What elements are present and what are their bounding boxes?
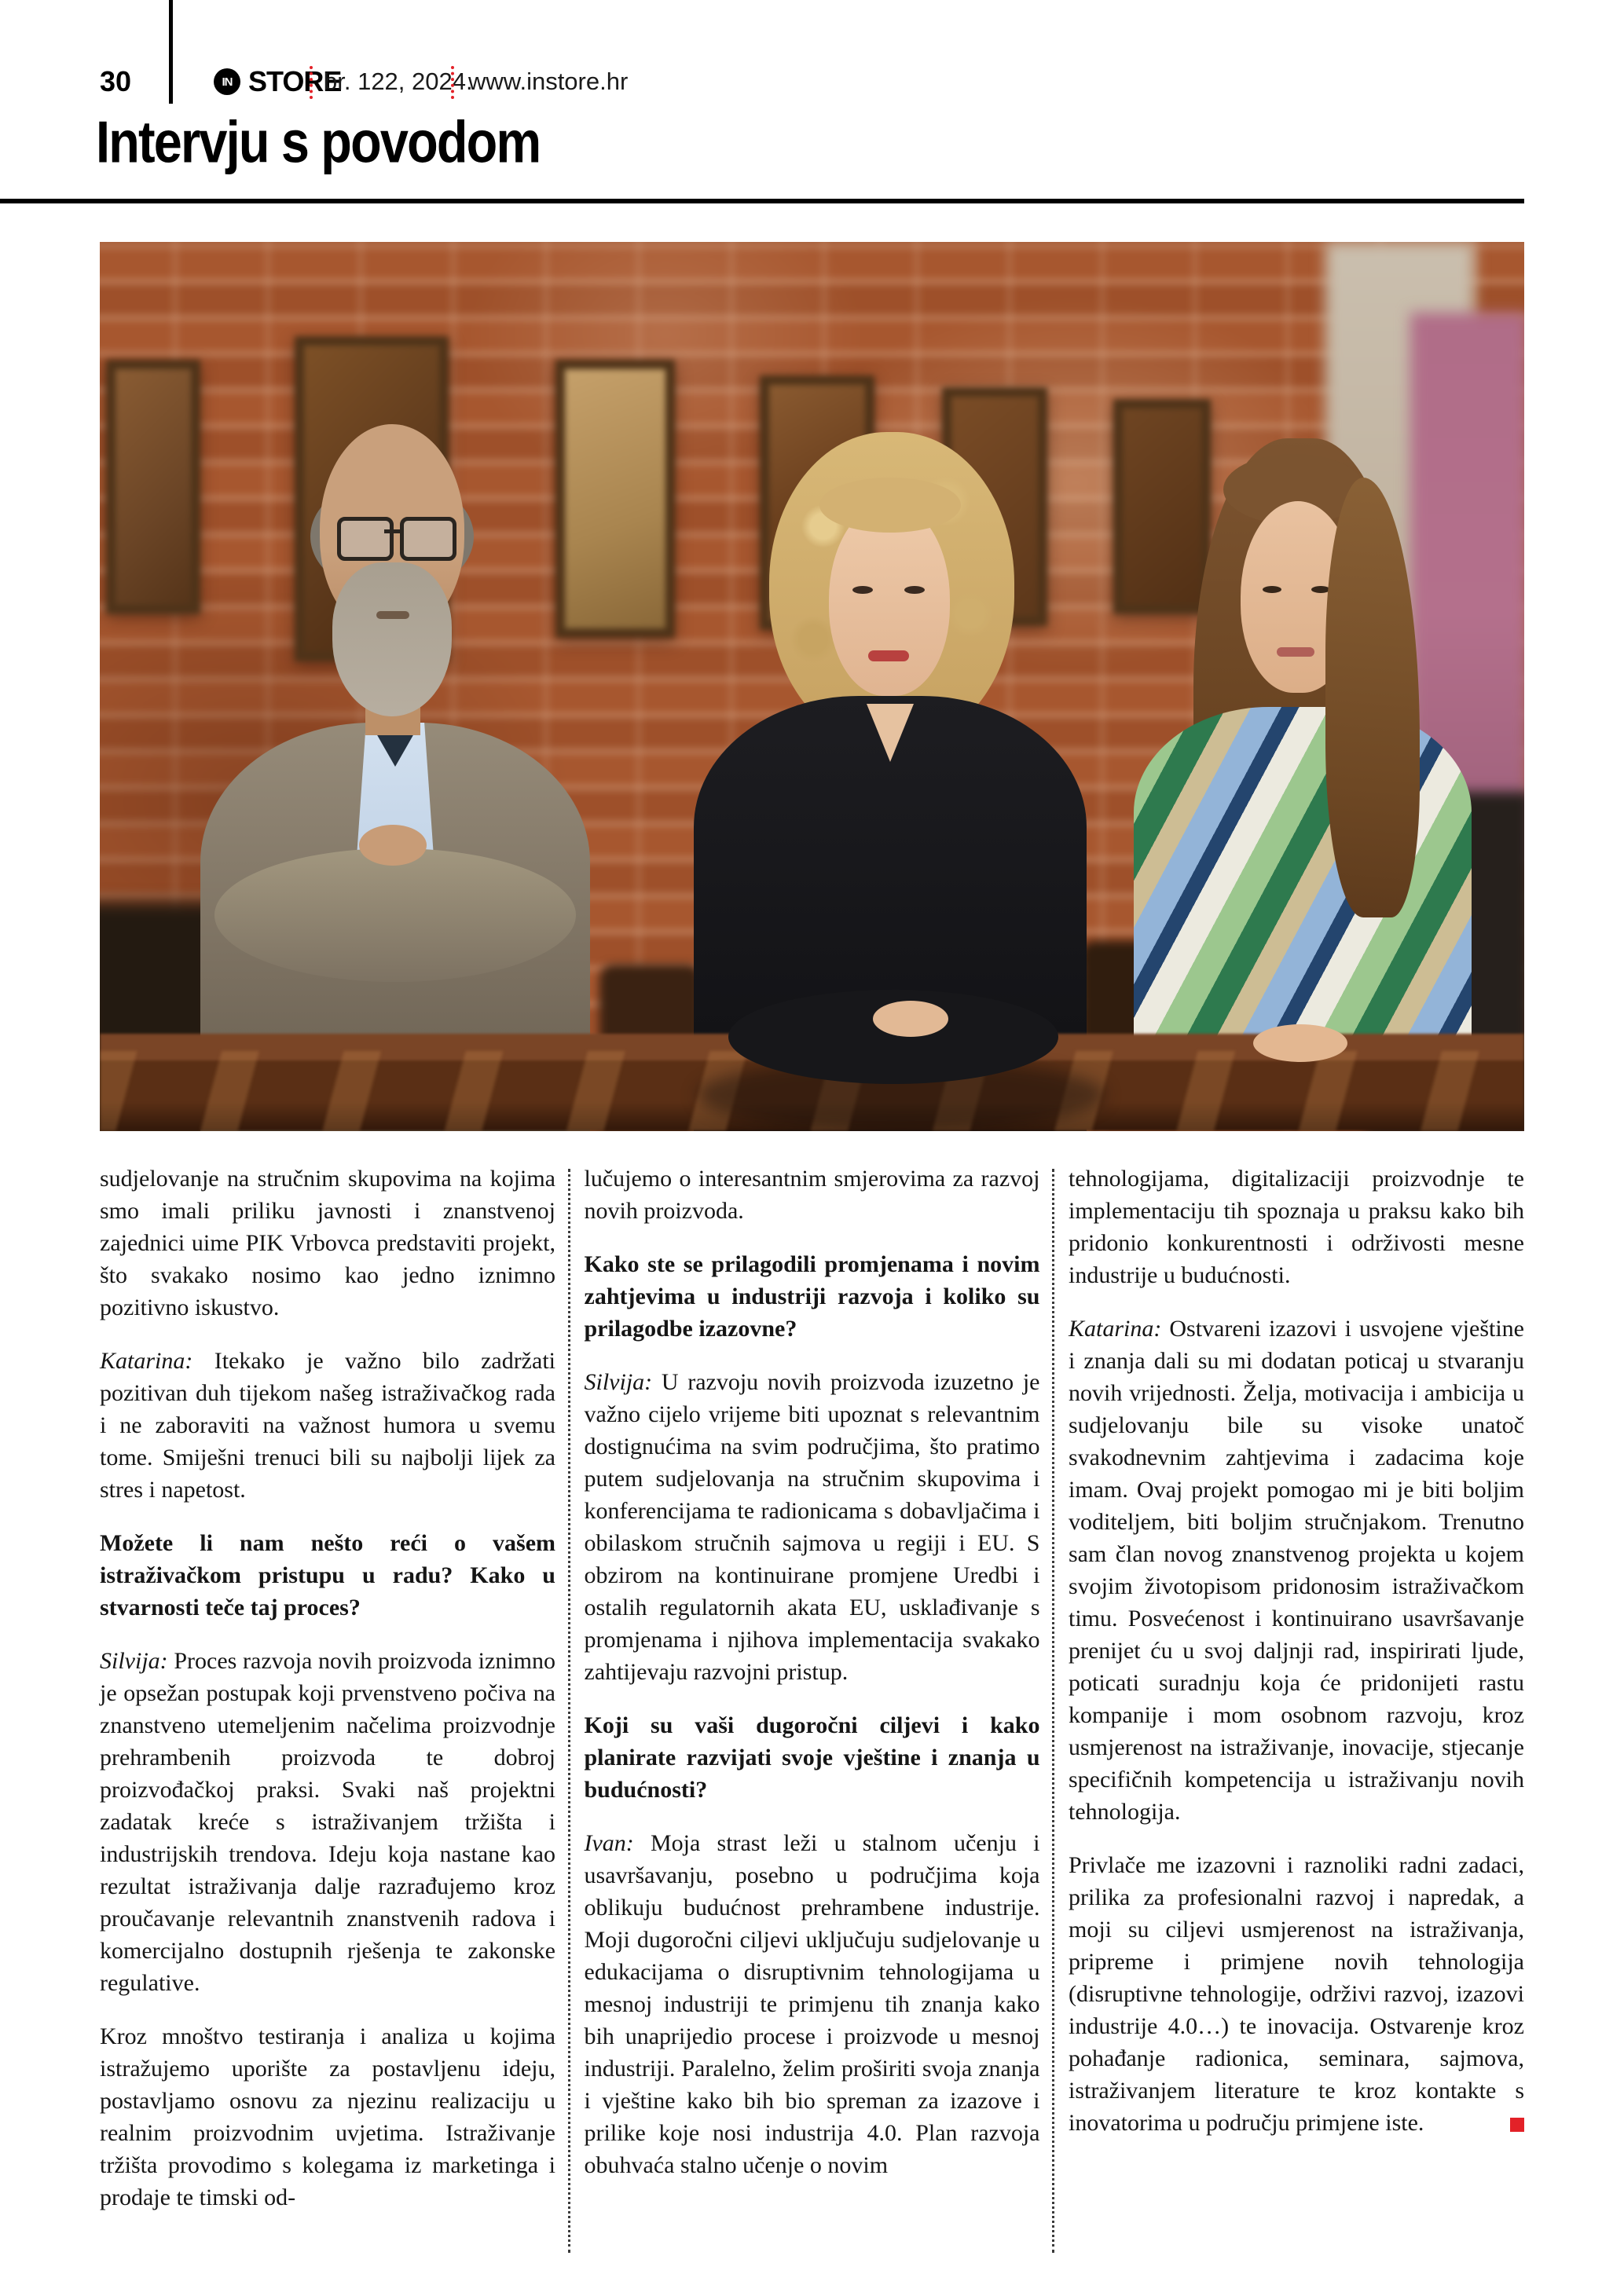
person-center-hands — [873, 1001, 948, 1037]
header-dotted-separator — [451, 66, 454, 99]
wall-picture-frame — [106, 360, 200, 614]
article-columns — [100, 1163, 1524, 2235]
interview-question: Koji su vaši dugoročni ciljevi i kako planirate razvijati svoje vještine i znanja u budućnosti? — [584, 1712, 1040, 1803]
person-right-eye — [1263, 586, 1281, 593]
article-column-1 — [100, 1163, 555, 2235]
website-url: www.instore.hr — [468, 68, 629, 95]
article-column-2 — [585, 1163, 1040, 2235]
article-paragraph: Ivan: Moja strast leži u stalnom učenju i usavršavanju, posebno u područjima koja oblikuju budućnost prehrambene industrije. Moji dugoročni ciljevi uključuju sudjelovanje u edukacijama o disruptivnim tehnologijama u mesnoj industriji te primjenu tih znanja kako bih unaprijedio procese i proizvode u mesnoj industriji. Paralelno, želim proširiti svoja znanja i vještine kako bih bio spreman za izazove i prilike koje nosi industrija 4.0. Plan razvoja obuhvaća stalno učenje o novim — [584, 1830, 1040, 2178]
person-center-eye — [852, 586, 873, 594]
speaker-name: Katarina: — [1069, 1316, 1162, 1342]
column-separator — [1052, 1169, 1054, 2253]
issue-number: br. 122, 2024. — [324, 68, 473, 95]
article-paragraph: sudjelovanje na stručnim skupovima na kojima smo imali priliku javnosti i znanstvenoj zajednici uime PIK Vrbovca predstaviti projekt, što svakako nosimo kao jedno iznimno pozitivno iskustvo. — [100, 1166, 555, 1320]
speaker-name: Katarina: — [100, 1348, 193, 1374]
person-left-glasses — [400, 517, 456, 561]
logo-text: STORE — [248, 65, 342, 97]
wall-picture-frame — [1113, 399, 1211, 614]
article-end-mark — [1510, 2118, 1524, 2132]
person-left-beard — [332, 562, 452, 716]
title-rule — [0, 199, 1524, 203]
speaker-name: Silvija: — [584, 1369, 653, 1395]
person-left-hand — [359, 825, 427, 866]
instore-monogram-icon: IN — [214, 68, 240, 95]
header-divider-bar — [169, 0, 173, 104]
person-right-lips — [1277, 647, 1314, 657]
person-right-striped-blouse — [1134, 707, 1472, 1037]
article-paragraph: lučujemo o interesantnim smjerovima za razvoj novih proizvoda. — [584, 1166, 1040, 1224]
section-title: Intervju s povodom — [96, 109, 541, 176]
wall-picture-frame — [555, 360, 675, 638]
interview-question: Možete li nam nešto reći o vašem istraživačkom pristupu u radu? Kako u stvarnosti teče taj proces? — [100, 1530, 555, 1620]
person-left-glasses-bridge — [384, 529, 401, 533]
person-left-mouth — [376, 611, 409, 619]
person-center-hair-fringe — [819, 478, 961, 533]
article-paragraph: Privlače me izazovni i raznoliki radni zadaci, prilika za profesionalni razvoj i napredak, a moji su ciljevi usmjerenost na istraživanja, pripreme i primjene novih tehnologija (disruptivne tehnologije, održivi razvoj, izazovi industrije 4.0…) te inovacija. Ostvarenje kroz pohađanje radionica, seminara, sajmova, istraživanjem literature te kroz kontakte s inovatorima u području primjene iste. — [1069, 1852, 1524, 2136]
speaker-name: Ivan: — [584, 1830, 634, 1856]
article-column-3 — [1069, 1163, 1524, 2235]
article-paragraph: Katarina: Ostvareni izazovi i usvojene vještine i znanja dali su mi dodatan poticaj u stvaranju novih vrijednosti. Želja, motivacija i ambicija u sudjelovanju bile su visoke unatoč svakodnevnim zahtjevima i zadacima koje imam. Ovaj projekt pomogao mi je biti boljim voditeljem, biti boljim stručnjakom. Trenutno sam član novog znanstvenog projekta u kojem svojim životopisom pridonosim istraživačkom timu. Posvećenost i kontinuirano usavršavanje prenijet ću u svoj daljnji rad, inspirirati ljude, poticati suradnju koja će pridonijeti rastu kompanije i mom osobnom razvoju, kroz usmjerenost na istraživanje, inovacije, stjecanje specifičnih kompetencija u istraživanju novih tehnologija. — [1069, 1316, 1524, 1825]
article-paragraph: Silvija: Proces razvoja novih proizvoda iznimno je opsežan postupak koji prvenstveno počiva na znanstveno utemeljenim načelima proizvodnje prehrambenih proizvoda te dobroj proizvođačkoj praksi. Svaki naš projektni zadatak kreće s istraživanjem tržišta i industrijskih trendova. Ideju koja nastane kao rezultat istraživanja dalje razrađujemo kroz proučavanje relevantnih znanstvenih radova i komercijalno dostupnih rješenja te zakonske regulative. — [100, 1648, 555, 1996]
person-left-crossed-arms — [214, 848, 576, 982]
person-center-eye — [904, 586, 925, 594]
speaker-name: Silvija: — [100, 1648, 168, 1674]
column-separator — [568, 1169, 570, 2253]
header-dotted-separator — [310, 66, 313, 99]
article-paragraph: Kroz mnoštvo testiranja i analiza u kojima istražujemo uporište za postavljenu ideju, postavljamo osnovu za njezinu realizaciju u realnim proizvodnim uvjetima. Istraživanje tržišta provodimo s kolegama iz marketinga i prodaje te timski od- — [100, 2023, 555, 2210]
person-left-glasses — [337, 517, 394, 561]
article-paragraph: tehnologijama, digitalizaciji proizvodnje te implementaciju tih spoznaja u praksu kako bih pridonio konkurentnosti i održivosti mesne industrije u budućnosti. — [1069, 1166, 1524, 1288]
magazine-logo — [214, 63, 341, 101]
interview-question: Kako ste se prilagodili promjenama i novim zahtjevima u industriji razvoja i koliko su prilagodbe izazovne? — [584, 1251, 1040, 1342]
person-right-hands — [1253, 1024, 1347, 1062]
article-paragraph: Silvija: U razvoju novih proizvoda izuzetno je važno cijelo vrijeme biti upoznat s relevantnim dostignućima na svim područjima, što pratimo putem sudjelovanja na stručnim skupovima i konferencijama te radionicama s dobavljačima i obilaskom stručnih sajmova u regiji i EU. S obzirom na kontinuirane promjene Uredbi i ostalih regulatornih akata EU, usklađivanje s promjenama i njihova implementacija svakako zahtijevaju razvojni pristup. — [584, 1369, 1040, 1685]
page-number: 30 — [100, 65, 132, 97]
person-center-lips — [868, 650, 909, 661]
article-paragraph: Katarina: Itekako je važno bilo zadržati pozitivan duh tijekom našeg istraživačkog rada i ne zaboraviti na važnost humora u svemu tome. Smiješni trenuci bili su najbolji lijek za stres i napetost. — [100, 1348, 555, 1503]
interview-photo — [100, 242, 1524, 1131]
